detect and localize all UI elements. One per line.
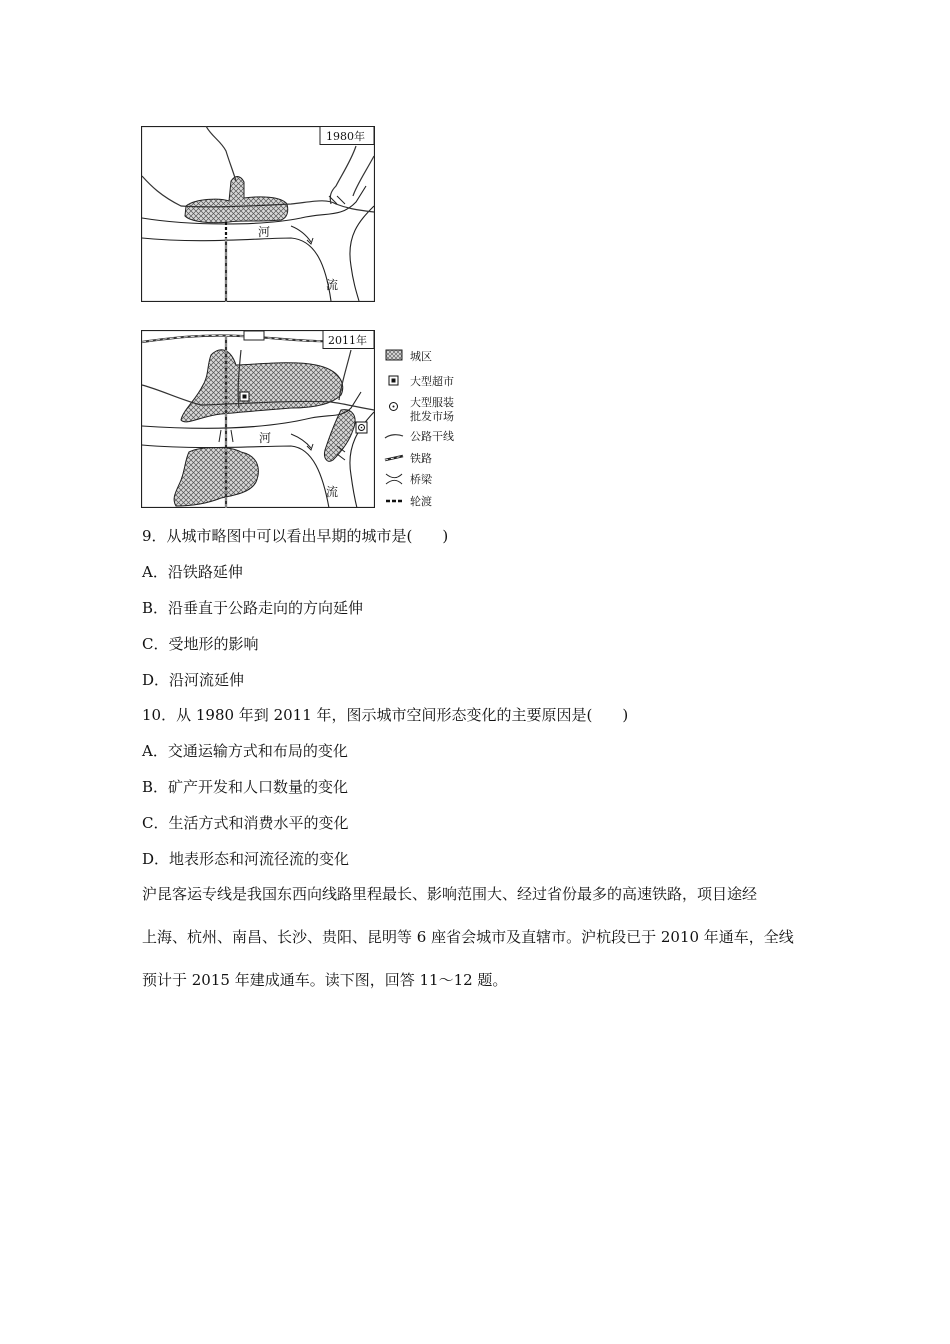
question-10-option-b: B．矿产开发和人口数量的变化 xyxy=(142,778,349,796)
map-2011 xyxy=(141,330,375,508)
highway-line-symbol xyxy=(385,435,403,438)
legend-clothing-label-1: 大型服装 xyxy=(410,396,454,409)
map-year-label: 2011年 xyxy=(328,334,367,347)
passage-line-2: 上海、杭州、南昌、长沙、贵阳、昆明等 6 座省会城市及直辖市。沪杭段已于 2010 年通车，全线 xyxy=(142,928,794,946)
river-label-2: 流 xyxy=(326,278,339,292)
bridge-symbol xyxy=(386,474,402,484)
station-box xyxy=(244,331,264,340)
legend-urban-label: 城区 xyxy=(410,350,432,363)
map-year-label: 1980年 xyxy=(326,130,365,143)
question-9-option-d: D．沿河流延伸 xyxy=(142,671,245,689)
passage-line-3: 预计于 2015 年建成通车。读下图，回答 11～12 题。 xyxy=(142,971,508,989)
map-1980-svg xyxy=(141,126,375,302)
legend-urban-swatch xyxy=(386,350,402,360)
question-9-stem: 9．从城市略图中可以看出早期的城市是( ) xyxy=(142,527,449,545)
passage-line-1: 沪昆客运专线是我国东西向线路里程最长、影响范围大、经过省份最多的高速铁路，项目途经 xyxy=(142,885,758,903)
question-10-stem: 10．从 1980 年到 2011 年，图示城市空间形态变化的主要原因是( ) xyxy=(142,706,629,724)
question-10-option-c: C．生活方式和消费水平的变化 xyxy=(142,814,349,832)
river-label-1: 河 xyxy=(258,225,271,239)
legend-highway-label: 公路干线 xyxy=(410,430,454,443)
river-label-2: 流 xyxy=(326,485,339,499)
legend-railway-label: 铁路 xyxy=(410,452,432,465)
legend-supermarket-label: 大型超市 xyxy=(410,375,454,388)
river-label-1: 河 xyxy=(259,431,272,445)
map-2011-svg xyxy=(141,330,375,508)
legend-clothing-label-2: 批发市场 xyxy=(410,410,454,423)
map-1980 xyxy=(141,126,375,302)
question-9-option-b: B．沿垂直于公路走向的方向延伸 xyxy=(142,599,364,617)
question-10-option-a: A．交通运输方式和布局的变化 xyxy=(142,742,348,760)
question-9-option-c: C．受地形的影响 xyxy=(142,635,259,653)
legend-ferry-label: 轮渡 xyxy=(410,495,432,508)
legend-svg xyxy=(384,346,484,511)
question-10-option-d: D．地表形态和河流径流的变化 xyxy=(142,850,350,868)
map-legend xyxy=(384,346,484,511)
question-9-option-a: A．沿铁路延伸 xyxy=(142,563,243,581)
legend-bridge-label: 桥梁 xyxy=(410,473,432,486)
